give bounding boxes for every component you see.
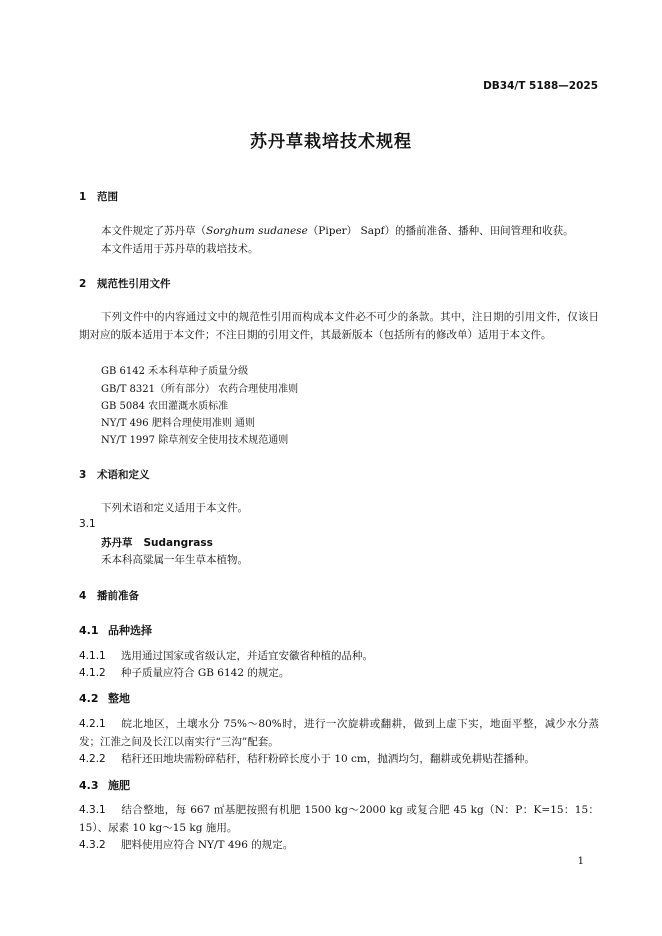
latin-name: Sorghum sudanese [206, 225, 308, 237]
subsection-4-1-heading [79, 622, 152, 638]
scope-text-pre: 本文件规定了苏丹草（ [101, 225, 206, 237]
clause-text: 肥料使用应符合 NY/T 496 的规定。 [121, 839, 294, 851]
subsection-4-2-heading [79, 690, 130, 706]
clause-number: 4.1.2 [79, 667, 106, 679]
term-english: Sudangrass [143, 537, 213, 549]
clause-number: 4.2.2 [79, 753, 106, 765]
doc-code-header: DB34/T 5188—2025 [483, 80, 598, 92]
reference-item: NY/T 496 肥料合理使用准则 通则 [101, 418, 256, 429]
clause-number: 4.3.1 [79, 804, 106, 816]
reference-item: GB/T 8321（所有部分） 农药合理使用准则 [101, 384, 299, 395]
reference-item: GB 5084 农田灌溉水质标准 [101, 401, 229, 412]
scope-text-post: （Piper） Sapf）的播前准备、播种、田间管理和收获。 [307, 225, 574, 237]
clause-number: 4.1.1 [79, 650, 106, 662]
clause-text: 选用通过国家或省级认定，并适宜安徽省种植的品种。 [121, 650, 373, 662]
reference-item: NY/T 1997 除草剂安全使用技术规范通则 [101, 435, 289, 446]
term-entry [101, 535, 213, 550]
clause-4-3-1 [79, 802, 599, 837]
subsection-4-3-heading [79, 777, 130, 793]
term-chinese: 苏丹草 [101, 537, 133, 549]
reference-item: GB 6142 禾本科草种子质量分级 [101, 366, 249, 377]
subsection-title: 施肥 [108, 779, 130, 792]
section-title: 范围 [97, 191, 118, 203]
clause-4-2-2 [79, 751, 599, 769]
scope-paragraph-1 [101, 223, 574, 238]
clause-text: 种子质量应符合 GB 6142 的规定。 [121, 667, 290, 679]
subsection-title: 品种选择 [108, 624, 152, 637]
clause-text: 皖北地区，土壤水分 75%～80%时，进行一次旋耕或翻耕，做到上虚下实，地面平整，减少水分蒸发；江淮之间及长江以南实行“三沟”配套。 [79, 718, 599, 748]
term-number: 3.1 [79, 518, 96, 530]
page-number: 1 [577, 856, 584, 867]
terms-intro: 下列术语和定义适用于本文件。 [101, 502, 248, 514]
clause-4-2-1 [79, 716, 599, 751]
section-3-heading [79, 467, 150, 482]
section-number: 3 [79, 469, 87, 481]
section-number: 1 [79, 191, 87, 203]
clause-number: 4.2.1 [79, 718, 106, 730]
section-title: 播前准备 [97, 590, 139, 602]
clause-text: 秸秆还田地块需粉碎秸秆，秸秆粉碎长度小于 10 cm，抛洒均匀，翻耕或免耕贴茬播种。 [121, 753, 535, 765]
normative-refs-intro: 下列文件中的内容通过文中的规范性引用而构成本文件必不可少的条款。其中，注日期的引用文件，仅该日期对应的版本适用于本文件；不注日期的引用文件，其最新版本（包括所有的修改单）适用于本文件。 [79, 311, 599, 341]
clause-number: 4.3.2 [79, 839, 106, 851]
section-4-heading [79, 588, 139, 603]
subsection-title: 整地 [108, 692, 130, 705]
clause-4-1-2 [79, 665, 599, 683]
clause-4-1-1 [79, 648, 599, 666]
section-title: 规范性引用文件 [97, 278, 171, 290]
section-number: 2 [79, 278, 87, 290]
subsection-number: 4.2 [79, 692, 99, 705]
section-2-heading [79, 276, 171, 291]
subsection-number: 4.1 [79, 624, 99, 637]
section-title: 术语和定义 [97, 469, 150, 481]
section-number: 4 [79, 590, 87, 602]
section-1-heading [79, 189, 118, 204]
clause-4-3-2 [79, 837, 599, 855]
scope-paragraph-2: 本文件适用于苏丹草的栽培技术。 [101, 243, 259, 255]
clause-text: 结合整地，每 667 ㎡基肥按照有机肥 1500 kg～2000 kg 或复合肥 45 kg（N：P：K=15：15：15）、尿素 10 kg～15 kg 施用。 [79, 804, 599, 834]
subsection-number: 4.3 [79, 779, 99, 792]
term-definition: 禾本科高粱属一年生草本植物。 [101, 554, 248, 566]
document-title: 苏丹草栽培技术规程 [250, 132, 412, 152]
